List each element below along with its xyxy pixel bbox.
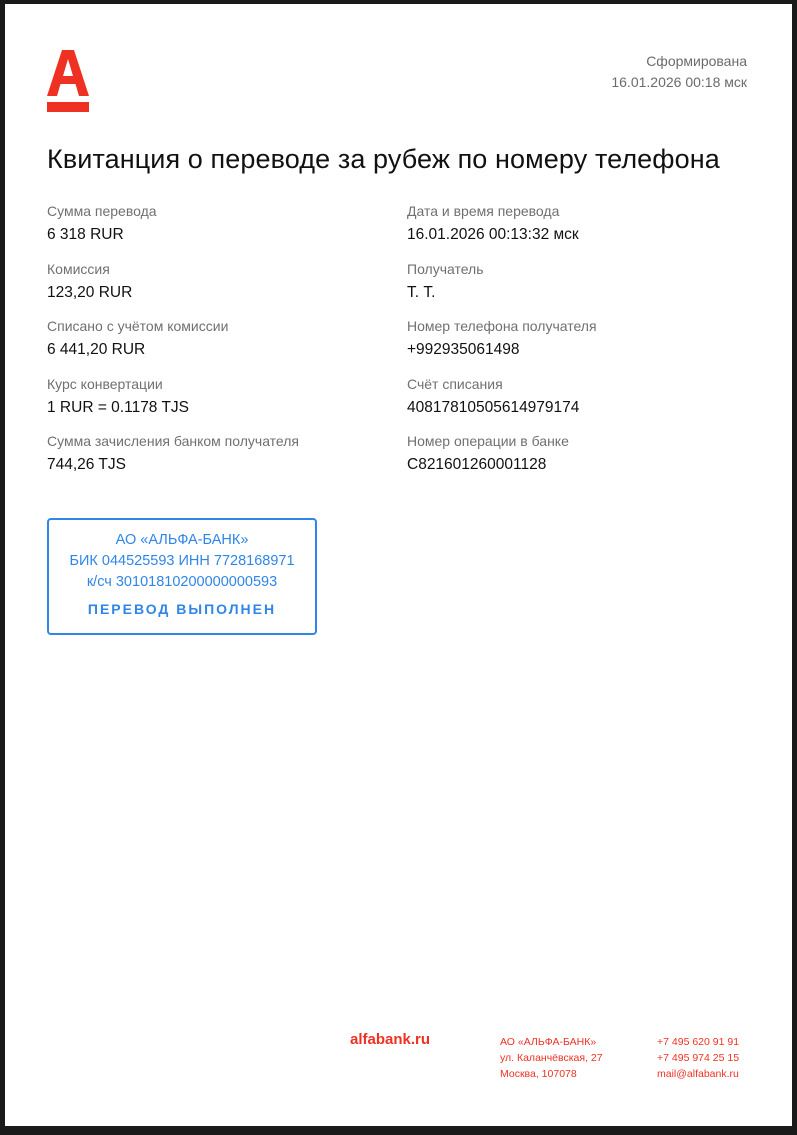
field-value: 1 RUR = 0.1178 TJS (47, 398, 190, 416)
footer-address-line: ул. Каланчёвская, 27 (500, 1052, 603, 1064)
page-title: Квитанция о переводе за рубеж по номеру телефона (47, 144, 720, 174)
field-transfer-datetime (407, 202, 747, 260)
footer-address-line: АО «АЛЬФА-БАНК» (500, 1036, 597, 1048)
field-label: Комиссия (47, 260, 110, 277)
field-label: Дата и время перевода (407, 203, 560, 219)
field-value: 40817810505614979174 (407, 398, 580, 416)
generated-datetime: 16.01.2026 00:18 мск (611, 74, 747, 90)
generated-info (611, 51, 747, 93)
stamp-account: к/сч 30101810200000000593 (86, 574, 278, 590)
field-operation-number (407, 432, 747, 490)
footer-email[interactable]: mail@alfabank.ru (657, 1068, 739, 1080)
field-value: Т. Т. (407, 283, 436, 301)
stamp-bank-name: АО «АЛЬФА-БАНК» (115, 532, 249, 548)
footer-address (500, 1034, 603, 1082)
field-label: Счёт списания (407, 375, 503, 392)
field-value: 6 441,20 RUR (47, 341, 146, 358)
field-recipient (407, 260, 747, 318)
footer-phone-2[interactable]: +7 495 974 25 15 (657, 1052, 740, 1064)
details-left-column (47, 202, 387, 490)
field-transfer-amount (47, 202, 387, 260)
field-value: 123,20 RUR (47, 283, 133, 301)
details-right-column (407, 202, 747, 490)
footer-contacts (657, 1034, 739, 1082)
field-value: +992935061498 (407, 341, 520, 358)
stamp-bik-inn: БИК 044525593 ИНН 7728168971 (69, 553, 295, 569)
footer-site-link[interactable]: alfabank.ru (350, 1031, 431, 1048)
footer-address-line: Москва, 107078 (500, 1068, 577, 1080)
field-label: Сумма зачисления банком получателя (47, 433, 299, 449)
generated-label: Сформирована (646, 53, 747, 69)
field-label: Сумма перевода (47, 203, 157, 219)
field-label: Номер телефона получателя (407, 318, 597, 334)
field-credited-amount (47, 432, 387, 490)
field-value: 6 318 RUR (47, 226, 124, 243)
bank-stamp (47, 518, 317, 635)
field-recipient-phone (407, 317, 747, 375)
field-value: C821601260001128 (407, 456, 547, 473)
field-exchange-rate (47, 375, 387, 433)
field-label: Номер операции в банке (407, 433, 569, 449)
field-total-debited (47, 317, 387, 375)
field-debit-account (407, 375, 747, 433)
footer-phone-1[interactable]: +7 495 620 91 91 (657, 1036, 740, 1048)
field-label: Получатель (407, 260, 484, 277)
field-label: Списано с учётом комиссии (47, 318, 229, 334)
alfa-bank-logo-icon (47, 50, 89, 112)
receipt-page (5, 4, 792, 1126)
field-value: 16.01.2026 00:13:32 мск (407, 226, 579, 243)
field-commission (47, 260, 387, 318)
stamp-status: ПЕРЕВОД ВЫПОЛНЕН (87, 601, 277, 617)
field-value: 744,26 TJS (47, 456, 126, 473)
field-label: Курс конвертации (47, 375, 163, 392)
